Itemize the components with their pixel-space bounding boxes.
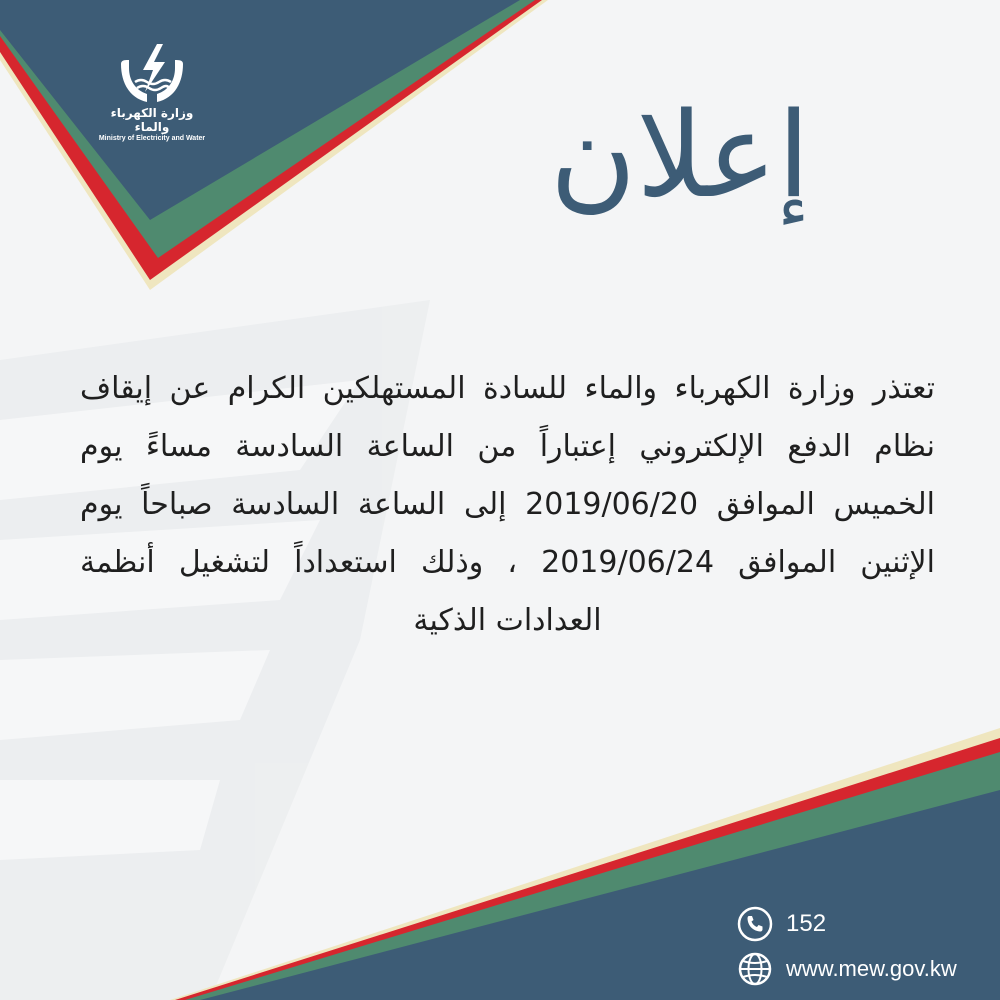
announcement-body: تعتذر وزارة الكهرباء والماء للسادة المستهلكين الكرام عن إيقاف نظام الدفع الإلكتروني إعتباراً من الساعة السادسة مساءً يوم الخميس الموافق 2019/06/20 إلى الساعة السادسة صباحاً يوم الإثنين الموافق 2019/06/24 ، وذلك استعداداً لتشغيل أنظمة العدادات الذكية — [80, 371, 935, 638]
phone-contact[interactable] — [736, 905, 826, 943]
globe-icon — [736, 950, 774, 988]
logo-name-arabic: وزارة الكهرباء والماء — [110, 106, 194, 134]
logo-name-english: Ministry of Electricity and Water — [98, 135, 206, 142]
website-url: www.mew.gov.kw — [786, 956, 957, 981]
ministry-emblem-icon — [117, 42, 187, 104]
phone-number: 152 — [786, 910, 827, 937]
website-contact[interactable] — [736, 950, 957, 988]
announcement-title: إعلان — [549, 86, 810, 224]
ministry-logo — [92, 42, 212, 143]
phone-icon — [736, 905, 774, 943]
